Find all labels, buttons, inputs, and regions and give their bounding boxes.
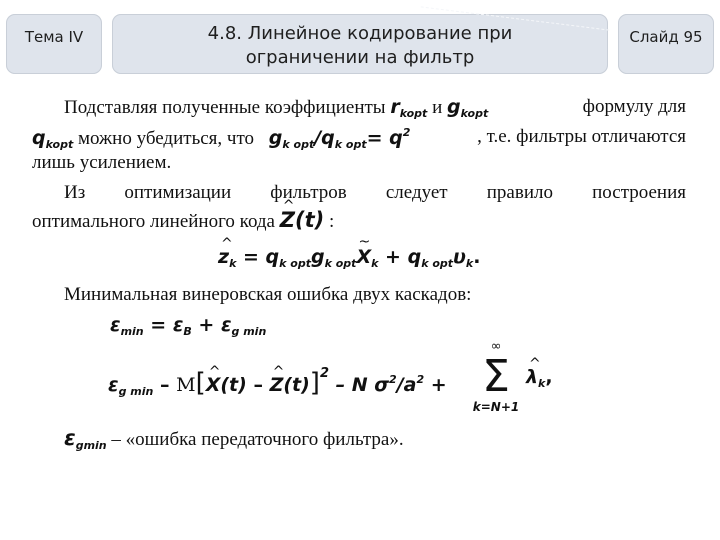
equation-z-hat-k (218, 246, 480, 270)
slide-title-line2: ограничении на фильтр (245, 47, 475, 68)
eq-sub-k: k (538, 377, 546, 390)
para2-colon: : (328, 211, 335, 232)
eq-sub-k: k (229, 257, 237, 270)
para2-word: правило (486, 182, 553, 203)
eq-sub-gmin: g min (118, 385, 154, 398)
para2-line2 (32, 208, 334, 233)
eq-sub: k opt (324, 257, 357, 270)
para2-text: оптимального линейного кода (32, 211, 275, 232)
para2-line1 (64, 182, 686, 204)
formula-q-kopt: $q_{kopt}$ (32, 127, 74, 151)
para1-text-c: можно убедиться, что (77, 128, 255, 149)
para3-line: Минимальная винеровская ошибка двух каскадов: (64, 284, 472, 305)
para1-line1 (64, 96, 686, 120)
para1-line3: лишь усилением. (32, 152, 172, 173)
para2-word: построения (592, 182, 686, 203)
eq-plus: + (424, 374, 447, 396)
eq-a: /a (396, 374, 417, 396)
sum-symbol (466, 340, 526, 414)
eq-zk: ^ z (218, 246, 229, 268)
formula-gain-ratio: $g_{k opt}/q_{k opt}= q^2$ (268, 126, 411, 151)
para1-text-b: формулу для (582, 96, 686, 117)
eq-minus: – (246, 374, 270, 396)
eq-dot: . (473, 246, 481, 268)
para2-word: оптимизации (124, 182, 232, 203)
sum-upper-limit: ∞ (490, 339, 502, 354)
para2-word: фильтров (270, 182, 347, 203)
eq-equals: = (143, 314, 173, 336)
para4-text: – «ошибка передаточного фильтра». (111, 429, 404, 450)
slide-header (0, 0, 720, 88)
para1-text-a: Подставляя полученные коэффициенты (64, 97, 386, 118)
eq-sub: k opt (421, 257, 454, 270)
para1-text-d: , т.е. фильтры отличаются (477, 126, 686, 147)
eq-plus: + (378, 246, 408, 268)
eq-epsilon: ε (110, 314, 121, 336)
eq-square: 2 (319, 366, 329, 381)
equation-e-min (110, 314, 266, 338)
sum-lower-limit: k=N+1 (472, 400, 520, 414)
eq-lambda: ^ λ (526, 366, 538, 388)
eq-g: g (311, 246, 325, 268)
para4-line (64, 426, 404, 452)
slide-number: Слайд 95 (629, 28, 703, 46)
eq-bracket-open: [ (195, 368, 206, 398)
formula-Z-hat: ^ Z(t) (280, 208, 324, 232)
sum-sigma: Σ (482, 351, 510, 402)
formula-r-kopt: $r_{kopt}$ (390, 96, 428, 120)
eq-minus: – (153, 374, 177, 396)
eq-nu: υ (453, 246, 466, 268)
eq-sub-k: k (465, 257, 474, 270)
eq-X-hat: ^ X(t) (206, 374, 247, 396)
eq-q: q (407, 246, 422, 268)
lambda-term: ^ $\lambda_k$, (526, 366, 553, 390)
eq-sub-k: k (371, 257, 379, 270)
eq-sub: k opt (279, 257, 311, 270)
eq-sub-min: min (120, 325, 144, 338)
para1-line2 (32, 126, 686, 151)
eq-plus: + (191, 314, 221, 336)
eq-epsilon-B: ε (172, 314, 184, 336)
eq-sub-B: B (183, 325, 192, 338)
eq-bracket-close: ] (309, 368, 320, 398)
eq-q: q (265, 246, 280, 268)
eq-equals: = (236, 246, 266, 268)
para2-word: следует (385, 182, 448, 203)
eq-Z-hat: ^ Z(t) (270, 374, 310, 396)
eq-X-tilde: ~ X (356, 246, 371, 268)
eq-N-sigma: – N σ (329, 374, 390, 396)
slide-title (112, 22, 608, 70)
eq-epsilon-g: ε (64, 426, 76, 450)
eq-sub-gmin: gmin (75, 439, 107, 452)
eq-sigma-sq: 2 (389, 373, 397, 386)
eq-epsilon: ε (108, 374, 119, 396)
formula-g-kopt: $g_{kopt}$ (447, 96, 489, 120)
topic-label: Тема IV (24, 28, 84, 46)
para1-and: и (432, 97, 443, 118)
para2-word: Из (64, 182, 86, 203)
eq-expectation: M (176, 374, 196, 396)
eq-epsilon-g: ε (220, 314, 232, 336)
eq-sub-gmin: g min (231, 325, 267, 338)
slide-title-line1: 4.8. Линейное кодирование при (207, 23, 513, 44)
eq-a-sq: 2 (416, 373, 425, 386)
equation-e-g-min (108, 366, 447, 398)
